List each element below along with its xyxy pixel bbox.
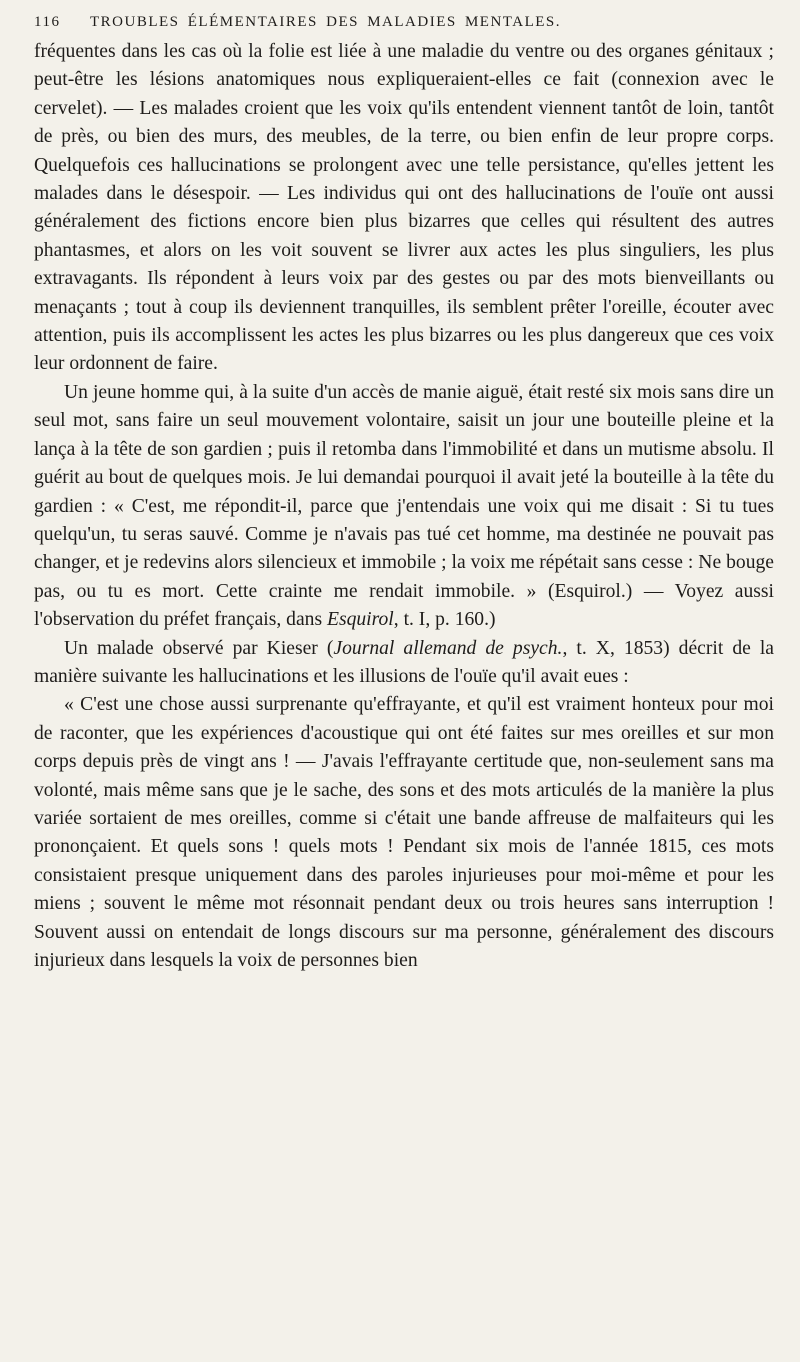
book-page: [34, 6, 774, 1356]
paragraph-continued: fréquentes dans les cas où la folie est liée à une maladie du ventre ou des organes génitaux ; peut-être les lésions anatomiques nous expliqueraient-elles ce fait (connexion avec le cervelet). — Les malades croient que les voix qu'ils entendent viennent tantôt de loin, tantôt de près, ou bien des murs, des meubles, de la terre, ou bien enfin de leur propre corps. Quelquefois ces hallucinations se prolongent avec une telle persistance, qu'elles jettent les malades dans le désespoir. — Les individus qui ont des hallucinations de l'ouïe ont aussi généralement des fictions encore bien plus bizarres que celles qui résultent des autres phantasmes, et alors on les voit souvent se livrer aux actes les plus singuliers, les plus extravagants. Ils répondent à leurs voix par des gestes ou par des mots bienveillants ou menaçants ; tout à coup ils deviennent tranquilles, ils semblent prêter l'oreille, écouter avec attention, puis ils accomplissent les actes les plus bizarres ou les plus dangereux que ces voix leur ordonnent de faire.: [34, 41, 774, 375]
reference-detail: , t. I, p. 160.): [393, 609, 496, 631]
journal-title: Journal allemand de psych.: [333, 637, 563, 659]
paragraph-young-man-case: [34, 379, 774, 635]
paragraph-text: Un jeune homme qui, à la suite d'un accès de manie aiguë, était resté six mois sans dire un seul mot, sans faire un seul mouvement volontaire, saisit un jour une bouteille pleine et la lança à la tête de son gardien ; puis il retomba dans l'immobilité et dans un mutisme absolu. Il guérit au bout de quelques mois. Je lui demandai pourquoi il avait jeté la bouteille à la tête du gardien : « C'est, me répondit-il, parce que j'entendais une voix qui me disait : Si tu tues quelqu'un, tu seras sauvé. Comme je n'avais pas tué cet homme, ma destinée ne pouvait pas changer, et je redevins alors silencieux et immobile ; la voix me répétait sans cesse : Ne bouge pas, ou tu es mort. Cette crainte me rendait immobile. » (Esquirol.) — Voyez aussi l'observation du préfet français, dans: [34, 381, 774, 631]
paragraph-text: , t. X, 1853) décrit de la manière suivante les hallucinations et les illusions de l'ouïe qu'il avait eues :: [34, 637, 775, 687]
body-text: [34, 38, 774, 975]
paragraph-patient-quote: « C'est une chose aussi surprenante qu'effrayante, et qu'il est vraiment honteux pour moi de raconter, que les expériences d'acoustique qui ont été faites sur mes oreilles et sur mon corps depuis près de vingt ans ! — J'avais l'effrayante certitude que, non-seulement sans ma volonté, mais même sans que je le sache, des sons et des mots articulés de la manière la plus variée sortaient de mes oreilles, comme si c'était une bande affreuse de malfaiteurs qui les prononçaient. Et quels sons ! quels mots ! Pendant six mois de l'année 1815, ces mots consistaient presque uniquement dans des paroles injurieuses pour moi-même et pour les miens ; souvent le même mot résonnait pendant deux ou trois heures sans interruption ! Souvent aussi on entendait de longs discours sur ma personne, généralement des discours injurieux dans lesquels la voix de personnes bien: [34, 694, 774, 971]
running-title: TROUBLES ÉLÉMENTAIRES DES MALADIES MENTALES.: [90, 14, 562, 30]
reference-title: Esquirol: [326, 609, 394, 631]
page-number: 116: [34, 14, 61, 30]
running-head: [34, 6, 774, 38]
paragraph-text: Un malade observé par Kieser (: [64, 637, 334, 659]
paragraph-kieser-case: [34, 635, 774, 692]
